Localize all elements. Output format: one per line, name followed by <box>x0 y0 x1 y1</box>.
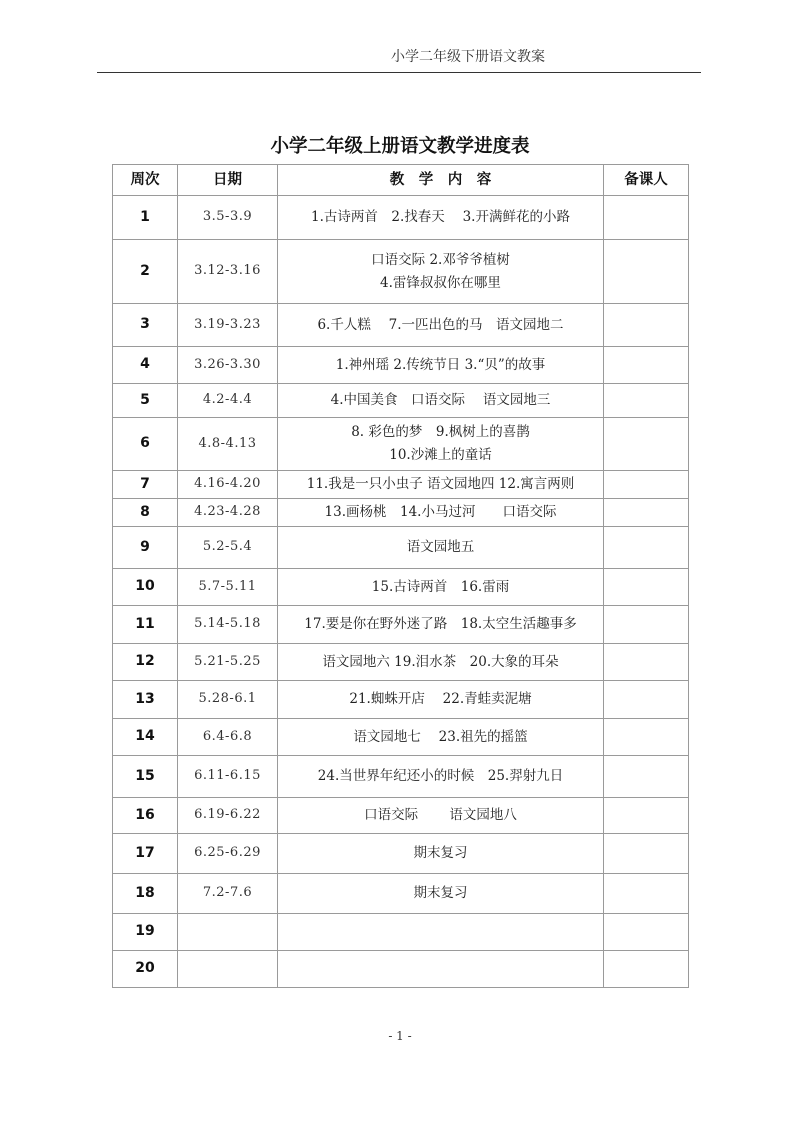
preparer-cell <box>604 240 689 304</box>
page-header: 小学二年级下册语文教案 <box>391 49 545 65</box>
content-line: 期末复习 <box>413 885 468 902</box>
table-header-row <box>113 165 689 196</box>
date-cell <box>178 951 278 988</box>
date-cell <box>178 914 278 951</box>
preparer-cell <box>604 418 689 471</box>
date-cell: 3.26-3.30 <box>178 347 278 384</box>
content-line: 15.古诗两首 16.雷雨 <box>371 578 510 595</box>
date-cell: 6.19-6.22 <box>178 798 278 834</box>
content-line: 24.当世界年纪还小的时候 25.羿射九日 <box>317 768 564 785</box>
date-cell: 3.12-3.16 <box>178 240 278 304</box>
week-cell: 18 <box>113 874 178 914</box>
content-cell <box>278 798 604 834</box>
content-line: 期末复习 <box>413 845 468 862</box>
table-row <box>113 606 689 644</box>
week-cell: 15 <box>113 756 178 798</box>
page-number: - 1 - <box>388 1029 412 1043</box>
date-cell: 5.21-5.25 <box>178 644 278 681</box>
week-cell: 13 <box>113 681 178 719</box>
content-line: 口语交际 2.邓爷爷植树 <box>371 251 510 268</box>
table-row <box>113 834 689 874</box>
table-row <box>113 569 689 606</box>
table-row <box>113 471 689 499</box>
content-line: 1.古诗两首 2.找春天 3.开满鲜花的小路 <box>311 209 570 226</box>
page-title: 小学二年级上册语文教学进度表 <box>270 136 530 157</box>
preparer-cell <box>604 798 689 834</box>
date-cell: 6.4-6.8 <box>178 719 278 756</box>
date-cell: 3.5-3.9 <box>178 196 278 240</box>
content-cell <box>278 471 604 499</box>
content-cell <box>278 951 604 988</box>
content-line: 口语交际 语文园地八 <box>364 807 517 824</box>
table-row <box>113 951 689 988</box>
date-cell: 4.8-4.13 <box>178 418 278 471</box>
column-header-content: 教 学 内 容 <box>278 165 604 196</box>
content-cell <box>278 418 604 471</box>
week-cell: 20 <box>113 951 178 988</box>
content-line: 8. 彩色的梦 9.枫树上的喜鹊 <box>351 424 530 441</box>
preparer-cell <box>604 347 689 384</box>
week-cell: 17 <box>113 834 178 874</box>
content-cell <box>278 347 604 384</box>
content-cell <box>278 606 604 644</box>
date-cell: 4.2-4.4 <box>178 384 278 418</box>
preparer-cell <box>604 304 689 347</box>
table-row <box>113 681 689 719</box>
content-cell <box>278 499 604 527</box>
content-cell <box>278 304 604 347</box>
content-cell <box>278 914 604 951</box>
content-line: 13.画杨桃 14.小马过河 口语交际 <box>324 504 557 521</box>
table-row <box>113 240 689 304</box>
table-row <box>113 914 689 951</box>
table-row <box>113 304 689 347</box>
content-cell <box>278 569 604 606</box>
content-line: 4.中国美食 口语交际 语文园地三 <box>330 392 551 409</box>
content-cell <box>278 196 604 240</box>
week-cell: 19 <box>113 914 178 951</box>
date-cell: 6.25-6.29 <box>178 834 278 874</box>
week-cell: 4 <box>113 347 178 384</box>
table-row <box>113 347 689 384</box>
content-line: 语文园地五 <box>406 539 475 556</box>
week-cell: 16 <box>113 798 178 834</box>
content-cell <box>278 384 604 418</box>
content-cell <box>278 527 604 569</box>
date-cell: 7.2-7.6 <box>178 874 278 914</box>
preparer-cell <box>604 756 689 798</box>
content-line: 21.蜘蛛开店 22.青蛙卖泥塘 <box>349 691 532 708</box>
content-line: 4.雷锋叔叔你在哪里 <box>380 274 501 291</box>
content-line: 语文园地六 19.泪水茶 20.大象的耳朵 <box>322 653 559 670</box>
week-cell: 8 <box>113 499 178 527</box>
preparer-cell <box>604 681 689 719</box>
preparer-cell <box>604 471 689 499</box>
preparer-cell <box>604 606 689 644</box>
table-row <box>113 499 689 527</box>
week-cell: 12 <box>113 644 178 681</box>
table-row <box>113 756 689 798</box>
header-divider <box>97 72 701 73</box>
date-cell: 4.16-4.20 <box>178 471 278 499</box>
date-cell: 5.7-5.11 <box>178 569 278 606</box>
content-cell <box>278 756 604 798</box>
preparer-cell <box>604 384 689 418</box>
week-cell: 10 <box>113 569 178 606</box>
content-line: 17.要是你在野外迷了路 18.太空生活趣事多 <box>304 616 577 633</box>
content-cell <box>278 719 604 756</box>
preparer-cell <box>604 644 689 681</box>
preparer-cell <box>604 834 689 874</box>
preparer-cell <box>604 914 689 951</box>
week-cell: 1 <box>113 196 178 240</box>
date-cell: 4.23-4.28 <box>178 499 278 527</box>
column-header-preparer: 备课人 <box>604 165 689 196</box>
content-cell <box>278 644 604 681</box>
preparer-cell <box>604 719 689 756</box>
content-line: 语文园地七 23.祖先的摇篮 <box>353 728 528 745</box>
preparer-cell <box>604 499 689 527</box>
date-cell: 5.28-6.1 <box>178 681 278 719</box>
content-line: 11.我是一只小虫子 语文园地四 12.寓言两则 <box>306 476 575 493</box>
content-cell <box>278 874 604 914</box>
column-header-week: 周次 <box>113 165 178 196</box>
table-row <box>113 644 689 681</box>
week-cell: 3 <box>113 304 178 347</box>
table-row <box>113 798 689 834</box>
week-cell: 2 <box>113 240 178 304</box>
week-cell: 14 <box>113 719 178 756</box>
week-cell: 11 <box>113 606 178 644</box>
date-cell: 5.14-5.18 <box>178 606 278 644</box>
date-cell: 5.2-5.4 <box>178 527 278 569</box>
date-cell: 3.19-3.23 <box>178 304 278 347</box>
preparer-cell <box>604 569 689 606</box>
table-row <box>113 874 689 914</box>
table-row <box>113 719 689 756</box>
preparer-cell <box>604 951 689 988</box>
content-cell <box>278 681 604 719</box>
week-cell: 9 <box>113 527 178 569</box>
content-line: 10.沙滩上的童话 <box>389 447 492 463</box>
schedule-table <box>112 164 689 988</box>
date-cell: 6.11-6.15 <box>178 756 278 798</box>
table-row <box>113 527 689 569</box>
content-cell <box>278 240 604 304</box>
table-row <box>113 418 689 471</box>
table-row <box>113 196 689 240</box>
preparer-cell <box>604 874 689 914</box>
column-header-date: 日期 <box>178 165 278 196</box>
content-line: 1.神州瑶 2.传统节日 3.“贝”的故事 <box>335 356 546 373</box>
preparer-cell <box>604 196 689 240</box>
week-cell: 6 <box>113 418 178 471</box>
week-cell: 5 <box>113 384 178 418</box>
table-row <box>113 384 689 418</box>
content-cell <box>278 834 604 874</box>
week-cell: 7 <box>113 471 178 499</box>
preparer-cell <box>604 527 689 569</box>
content-line: 6.千人糕 7.一匹出色的马 语文园地二 <box>317 316 564 333</box>
